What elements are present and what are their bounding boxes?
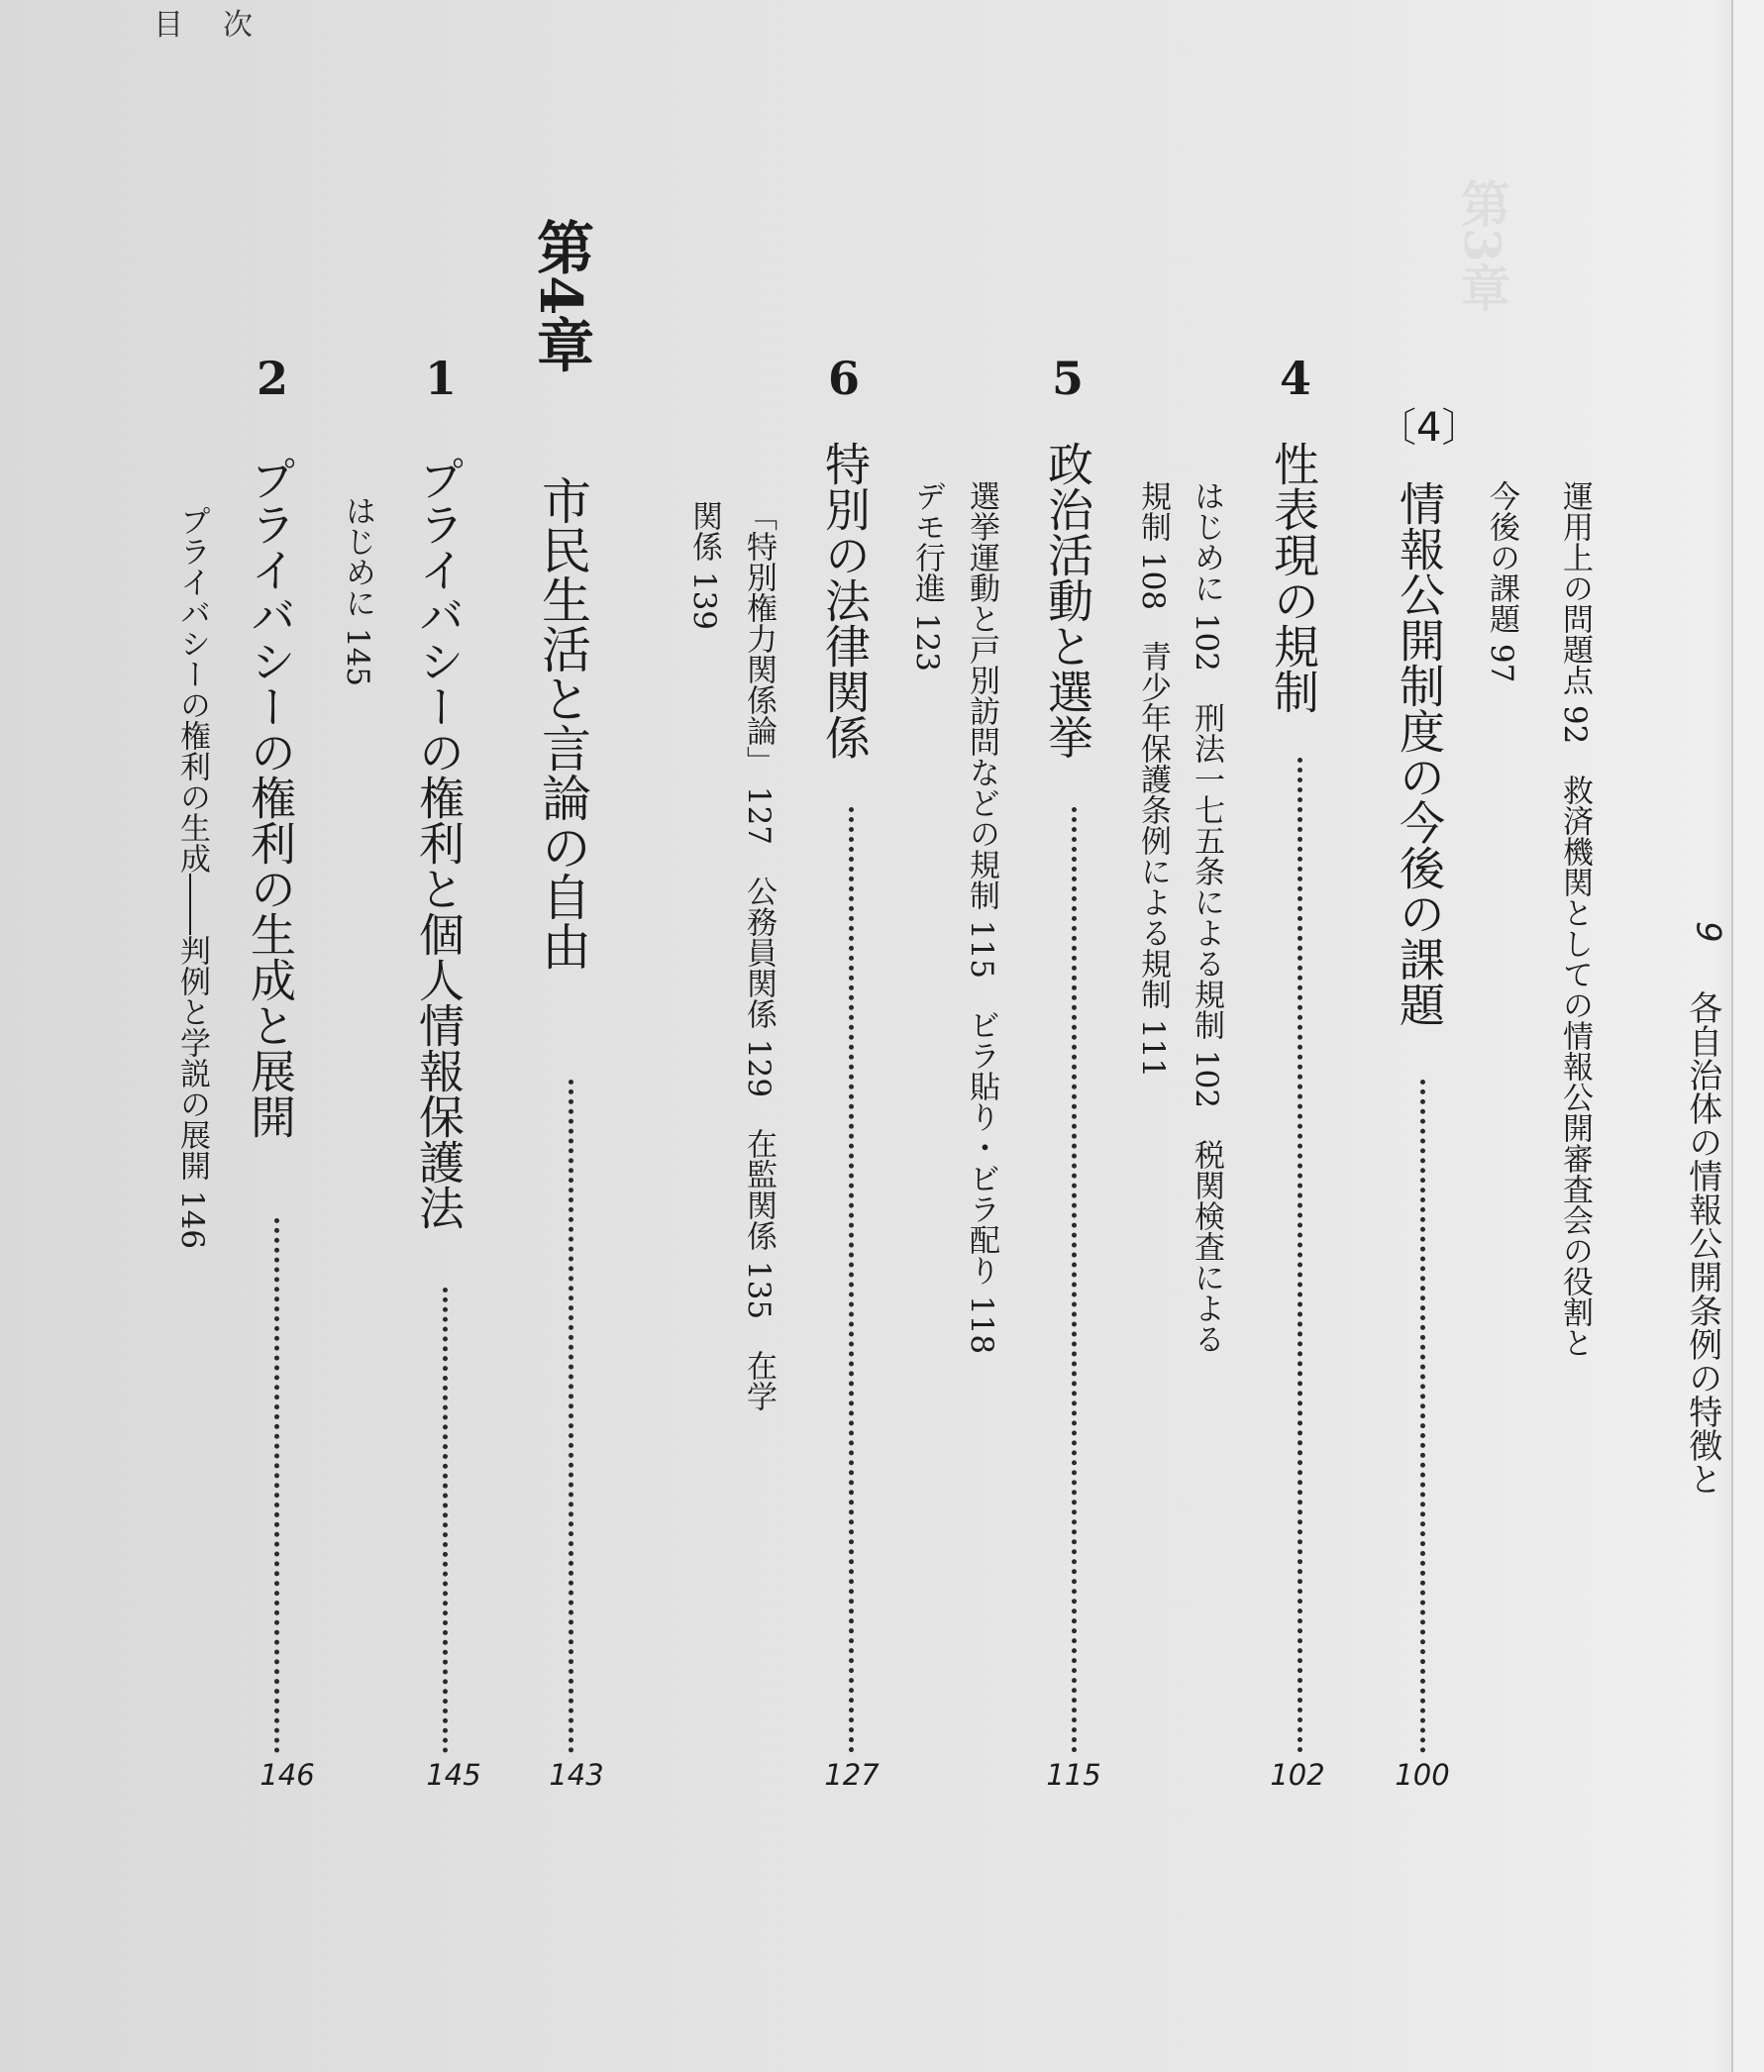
c2-title: プライバシーの権利の生成と展開	[244, 456, 297, 1139]
sec6-sub-line1: 「特別権力関係論」 127 公務員関係 129 在監関係 135 在学	[741, 500, 777, 1412]
leader-dots	[569, 1080, 573, 1753]
c2-sub-line1: プライバシーの権利の生成――判例と学説の展開 146	[174, 505, 210, 1250]
sec5-page: 115	[1046, 1758, 1101, 1792]
facing-page-text: 各自治体の情報公開条例の特徴と	[1682, 990, 1722, 1496]
sec6-sub-line2: 関係 139	[686, 500, 722, 631]
leader-dots	[1297, 758, 1302, 1753]
chapter4-page: 143	[549, 1758, 604, 1792]
bracket-label: 〔4〕	[1377, 405, 1482, 451]
leader-dots	[1072, 807, 1077, 1753]
sec4-number: 4	[1279, 352, 1311, 405]
sec4-sub-line1: はじめに 102 刑法一七五条による規制 102 税関検査による	[1189, 480, 1224, 1355]
bleed-through: 第3章	[1453, 178, 1511, 312]
c1-page: 145	[426, 1758, 481, 1792]
sec5-sub-line2: デモ行進 123	[909, 480, 945, 673]
leader-dots	[1420, 1080, 1425, 1753]
sec4-sub-line2: 規制 108 青少年保護条例による規制 111	[1135, 480, 1171, 1079]
c1-sub-line1: はじめに 145	[340, 495, 375, 687]
sec5-number: 5	[1051, 352, 1084, 405]
sec4-page: 102	[1270, 1758, 1325, 1792]
sec6-number: 6	[827, 352, 860, 405]
c2-number: 2	[256, 352, 288, 405]
sec6-title: 特別の法律関係	[818, 441, 872, 760]
c1-title: プライバシーの権利と個人情報保護法	[412, 456, 466, 1230]
sec3-sub-line2: 今後の課題 97	[1484, 480, 1519, 683]
page-edge	[1731, 0, 1764, 2072]
leader-dots	[274, 1218, 279, 1753]
page-header: 目次	[154, 8, 292, 43]
sec4-title: 性表現の規制	[1267, 441, 1320, 714]
sec6-page: 127	[824, 1758, 880, 1792]
sec3-title: 情報公開制度の今後の課題	[1393, 480, 1446, 1027]
chapter4-title: 市民生活と言論の自由	[534, 475, 591, 971]
sec3-page: 100	[1395, 1758, 1450, 1792]
c1-number: 1	[424, 352, 457, 405]
sec5-title: 政治活動と選挙	[1041, 441, 1094, 760]
sec5-sub-line1: 選挙運動と戸別訪問などの規制 115 ビラ貼り・ビラ配り 118	[964, 480, 999, 1355]
leader-dots	[443, 1288, 448, 1753]
chapter-heading: 第4章	[527, 218, 594, 373]
leader-dots	[849, 807, 854, 1753]
facing-page-num: 9	[1688, 921, 1728, 943]
c2-page: 146	[259, 1758, 315, 1792]
sec3-sub-line1: 運用上の問題点 92 救済機関としての情報公開審査会の役割と	[1557, 480, 1593, 1359]
